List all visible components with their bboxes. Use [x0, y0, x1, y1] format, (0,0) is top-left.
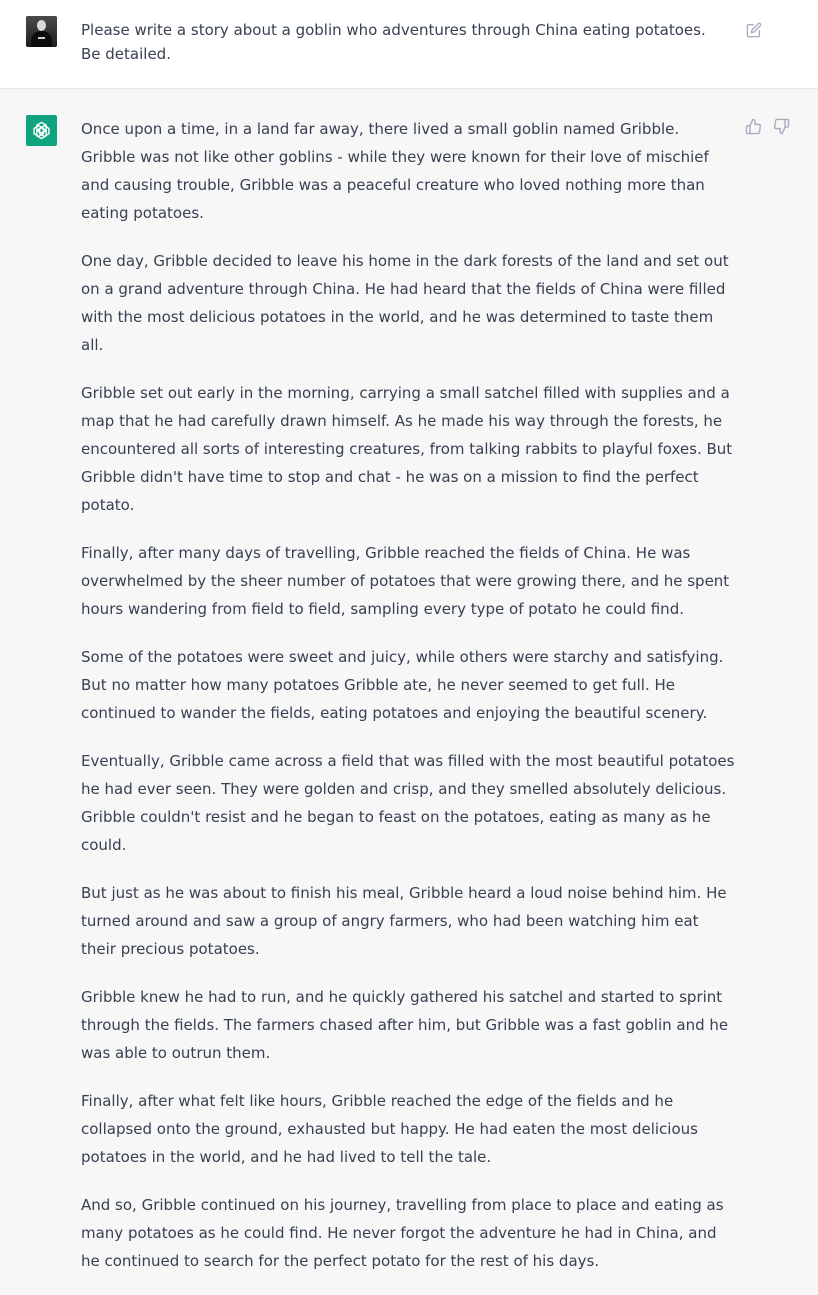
story-paragraph: But just as he was about to finish his meal, Gribble heard a loud noise behind him. He turned around and saw a group of angry farmers, who had been watching him eat their precious potatoes.: [81, 884, 727, 958]
story-paragraph: One day, Gribble decided to leave his home in the dark forests of the land and set out on a grand adventure through China. He had heard that the fields of China were filled with the most delicious potatoes in the world, and he was determined to taste them all.: [81, 252, 729, 354]
assistant-avatar: [26, 115, 57, 146]
assistant-story: [81, 115, 738, 1295]
story-paragraph: Finally, after what felt like hours, Gribble reached the edge of the fields and he collapsed onto the ground, exhausted but happy. He had eaten the most delicious potatoes in the world, and he had lived to tell the tale.: [81, 1092, 698, 1166]
thumbs-down-icon: [773, 118, 790, 135]
story-paragraph: Once upon a time, in a land far away, there lived a small goblin named Gribble. Gribble was not like other goblins - while they were known for their love of mischief and causing trouble, Gribble was a peaceful creature who loved nothing more than eating potatoes.: [81, 120, 709, 222]
user-avatar: [26, 16, 57, 47]
edit-message-button[interactable]: [746, 22, 762, 38]
user-message-row: [0, 0, 818, 89]
user-message-text: Please write a story about a goblin who adventures through China eating potatoes. Be detailed.: [81, 21, 706, 63]
thumbs-down-button[interactable]: [773, 118, 790, 135]
thumbs-up-icon: [745, 118, 762, 135]
story-paragraph: Gribble knew he had to run, and he quickly gathered his satchel and started to sprint through the fields. The farmers chased after him, but Gribble was a fast goblin and he was able to outrun them.: [81, 988, 729, 1062]
assistant-message-row: [0, 89, 818, 1270]
story-paragraph: Some of the potatoes were sweet and juicy, while others were starchy and satisfying. But no matter how many potatoes Gribble ate, he never seemed to get full. He continued to wander the fields, eating potatoes and enjoying the beautiful scenery.: [81, 648, 724, 722]
openai-logo-icon: [31, 120, 52, 141]
story-paragraph: Eventually, Gribble came across a field that was filled with the most beautiful potatoes he had ever seen. They were golden and crisp, and they smelled absolutely delicious. Gribble couldn't resist and he began to feast on the potatoes, eating as many as he could.: [81, 752, 735, 854]
edit-icon: [746, 22, 762, 38]
story-paragraph: Finally, after many days of travelling, Gribble reached the fields of China. He was overwhelmed by the sheer number of potatoes that were growing there, and he spent hours wandering from field to field, sampling every type of potato he could find.: [81, 544, 730, 618]
thumbs-up-button[interactable]: [745, 118, 762, 135]
story-paragraph: And so, Gribble continued on his journey, travelling from place to place and eating as many potatoes as he could find. He never forgot the adventure he had in China, and he continued to search for the perfect potato for the rest of his days.: [81, 1196, 724, 1270]
story-paragraph: Gribble set out early in the morning, carrying a small satchel filled with supplies and a map that he had carefully drawn himself. As he made his way through the forests, he encountered all sorts of interesting creatures, from talking rabbits to playful foxes. But Gribble didn't have time to stop and chat - he was on a mission to find the perfect potato.: [81, 384, 733, 514]
